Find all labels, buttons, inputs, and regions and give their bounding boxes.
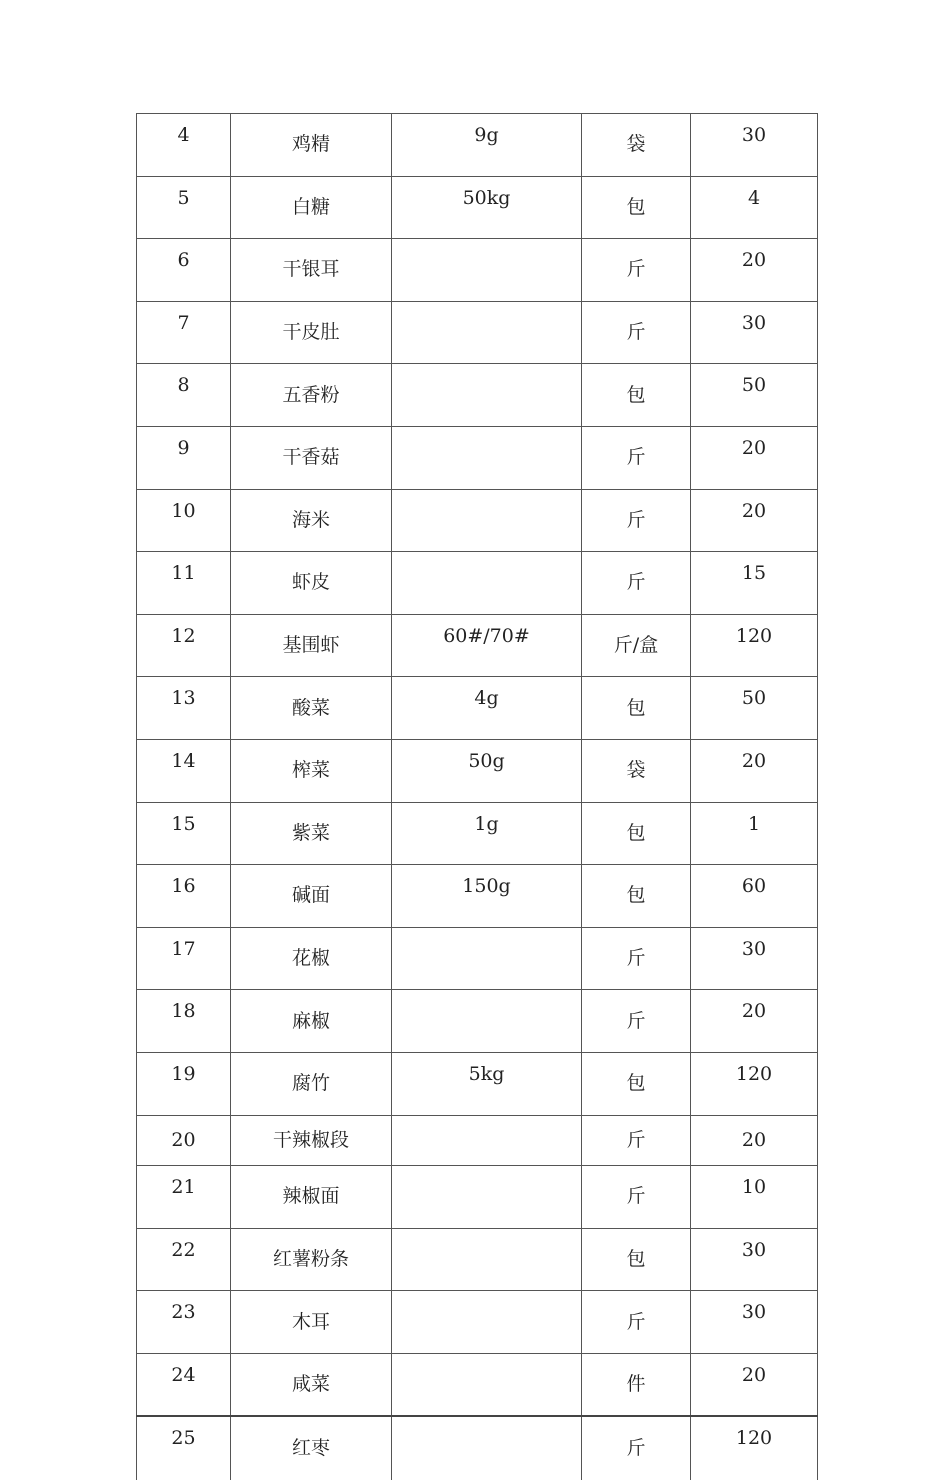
table-row [137, 1115, 818, 1166]
row-number-cell: 23 [137, 1291, 231, 1354]
item-name-cell: 干银耳 [231, 239, 392, 302]
table-row [137, 552, 818, 615]
item-unit-cell: 包 [582, 802, 691, 865]
item-name-cell: 花椒 [231, 927, 392, 990]
table-row [137, 739, 818, 802]
item-name-cell: 基围虾 [231, 614, 392, 677]
item-unit-cell: 包 [582, 677, 691, 740]
row-number-cell: 21 [137, 1166, 231, 1229]
row-number-cell: 7 [137, 301, 231, 364]
item-spec-cell [392, 426, 582, 489]
item-unit-cell: 袋 [582, 114, 691, 177]
item-unit-cell: 袋 [582, 739, 691, 802]
table-row [137, 176, 818, 239]
table-row [137, 1052, 818, 1115]
item-spec-cell: 50kg [392, 176, 582, 239]
item-quantity-cell: 15 [691, 552, 818, 615]
item-quantity-cell: 50 [691, 364, 818, 427]
goods-table-body [137, 114, 818, 1480]
item-quantity-cell: 20 [691, 1353, 818, 1416]
table-row [137, 364, 818, 427]
table-row [137, 1228, 818, 1291]
table-row [137, 1416, 818, 1480]
item-quantity-cell: 20 [691, 426, 818, 489]
item-quantity-cell: 60 [691, 865, 818, 928]
item-unit-cell: 斤 [582, 990, 691, 1053]
item-spec-cell: 50g [392, 739, 582, 802]
item-spec-cell [392, 1416, 582, 1480]
row-number-cell: 10 [137, 489, 231, 552]
item-unit-cell: 斤 [582, 489, 691, 552]
item-unit-cell: 包 [582, 1228, 691, 1291]
item-quantity-cell: 30 [691, 301, 818, 364]
item-quantity-cell: 20 [691, 239, 818, 302]
item-spec-cell: 150g [392, 865, 582, 928]
item-spec-cell [392, 1115, 582, 1166]
table-row [137, 489, 818, 552]
item-spec-cell [392, 1353, 582, 1416]
row-number-cell: 13 [137, 677, 231, 740]
item-spec-cell: 1g [392, 802, 582, 865]
row-number-cell: 18 [137, 990, 231, 1053]
item-spec-cell [392, 552, 582, 615]
table-row [137, 802, 818, 865]
item-quantity-cell: 20 [691, 489, 818, 552]
row-number-cell: 12 [137, 614, 231, 677]
item-name-cell: 海米 [231, 489, 392, 552]
item-spec-cell: 5kg [392, 1052, 582, 1115]
item-spec-cell [392, 1166, 582, 1229]
item-name-cell: 酸菜 [231, 677, 392, 740]
item-quantity-cell: 20 [691, 990, 818, 1053]
row-number-cell: 16 [137, 865, 231, 928]
item-name-cell: 五香粉 [231, 364, 392, 427]
item-unit-cell: 件 [582, 1353, 691, 1416]
item-name-cell: 辣椒面 [231, 1166, 392, 1229]
row-number-cell: 24 [137, 1353, 231, 1416]
item-unit-cell: 斤 [582, 1291, 691, 1354]
item-name-cell: 虾皮 [231, 552, 392, 615]
table-row [137, 426, 818, 489]
item-quantity-cell: 50 [691, 677, 818, 740]
item-unit-cell: 包 [582, 865, 691, 928]
item-unit-cell: 斤 [582, 1416, 691, 1480]
item-spec-cell [392, 364, 582, 427]
table-row [137, 301, 818, 364]
table-row [137, 927, 818, 990]
item-quantity-cell: 20 [691, 739, 818, 802]
row-number-cell: 17 [137, 927, 231, 990]
item-name-cell: 干皮肚 [231, 301, 392, 364]
item-spec-cell [392, 489, 582, 552]
item-quantity-cell: 30 [691, 927, 818, 990]
item-quantity-cell: 10 [691, 1166, 818, 1229]
item-name-cell: 鸡精 [231, 114, 392, 177]
item-spec-cell: 9g [392, 114, 582, 177]
item-spec-cell [392, 927, 582, 990]
item-unit-cell: 斤 [582, 426, 691, 489]
item-quantity-cell: 1 [691, 802, 818, 865]
item-name-cell: 麻椒 [231, 990, 392, 1053]
goods-table [136, 113, 818, 1480]
row-number-cell: 11 [137, 552, 231, 615]
item-quantity-cell: 120 [691, 614, 818, 677]
item-unit-cell: 斤 [582, 239, 691, 302]
row-number-cell: 25 [137, 1416, 231, 1480]
item-quantity-cell: 120 [691, 1052, 818, 1115]
item-quantity-cell: 20 [691, 1115, 818, 1166]
item-spec-cell [392, 1228, 582, 1291]
row-number-cell: 5 [137, 176, 231, 239]
table-row [137, 865, 818, 928]
item-quantity-cell: 30 [691, 1291, 818, 1354]
table-row [137, 677, 818, 740]
item-quantity-cell: 30 [691, 114, 818, 177]
item-name-cell: 腐竹 [231, 1052, 392, 1115]
item-name-cell: 木耳 [231, 1291, 392, 1354]
item-name-cell: 咸菜 [231, 1353, 392, 1416]
item-name-cell: 碱面 [231, 865, 392, 928]
item-spec-cell [392, 990, 582, 1053]
item-name-cell: 榨菜 [231, 739, 392, 802]
item-unit-cell: 包 [582, 364, 691, 427]
item-spec-cell [392, 301, 582, 364]
item-unit-cell: 斤 [582, 301, 691, 364]
row-number-cell: 20 [137, 1115, 231, 1166]
row-number-cell: 8 [137, 364, 231, 427]
item-name-cell: 干辣椒段 [231, 1115, 392, 1166]
item-quantity-cell: 4 [691, 176, 818, 239]
item-spec-cell: 4g [392, 677, 582, 740]
row-number-cell: 9 [137, 426, 231, 489]
row-number-cell: 4 [137, 114, 231, 177]
table-row [137, 114, 818, 177]
row-number-cell: 15 [137, 802, 231, 865]
table-row [137, 239, 818, 302]
item-quantity-cell: 30 [691, 1228, 818, 1291]
item-unit-cell: 包 [582, 176, 691, 239]
item-name-cell: 紫菜 [231, 802, 392, 865]
item-name-cell: 红枣 [231, 1416, 392, 1480]
table-row [137, 1166, 818, 1229]
item-unit-cell: 斤 [582, 927, 691, 990]
row-number-cell: 22 [137, 1228, 231, 1291]
item-spec-cell [392, 239, 582, 302]
item-name-cell: 红薯粉条 [231, 1228, 392, 1291]
item-unit-cell: 斤 [582, 1166, 691, 1229]
item-unit-cell: 斤/盒 [582, 614, 691, 677]
item-spec-cell: 60#/70# [392, 614, 582, 677]
item-name-cell: 干香菇 [231, 426, 392, 489]
item-unit-cell: 斤 [582, 552, 691, 615]
table-row [137, 1353, 818, 1416]
table-row [137, 614, 818, 677]
item-unit-cell: 包 [582, 1052, 691, 1115]
row-number-cell: 14 [137, 739, 231, 802]
row-number-cell: 6 [137, 239, 231, 302]
item-name-cell: 白糖 [231, 176, 392, 239]
item-quantity-cell: 120 [691, 1416, 818, 1480]
row-number-cell: 19 [137, 1052, 231, 1115]
table-row [137, 990, 818, 1053]
item-unit-cell: 斤 [582, 1115, 691, 1166]
